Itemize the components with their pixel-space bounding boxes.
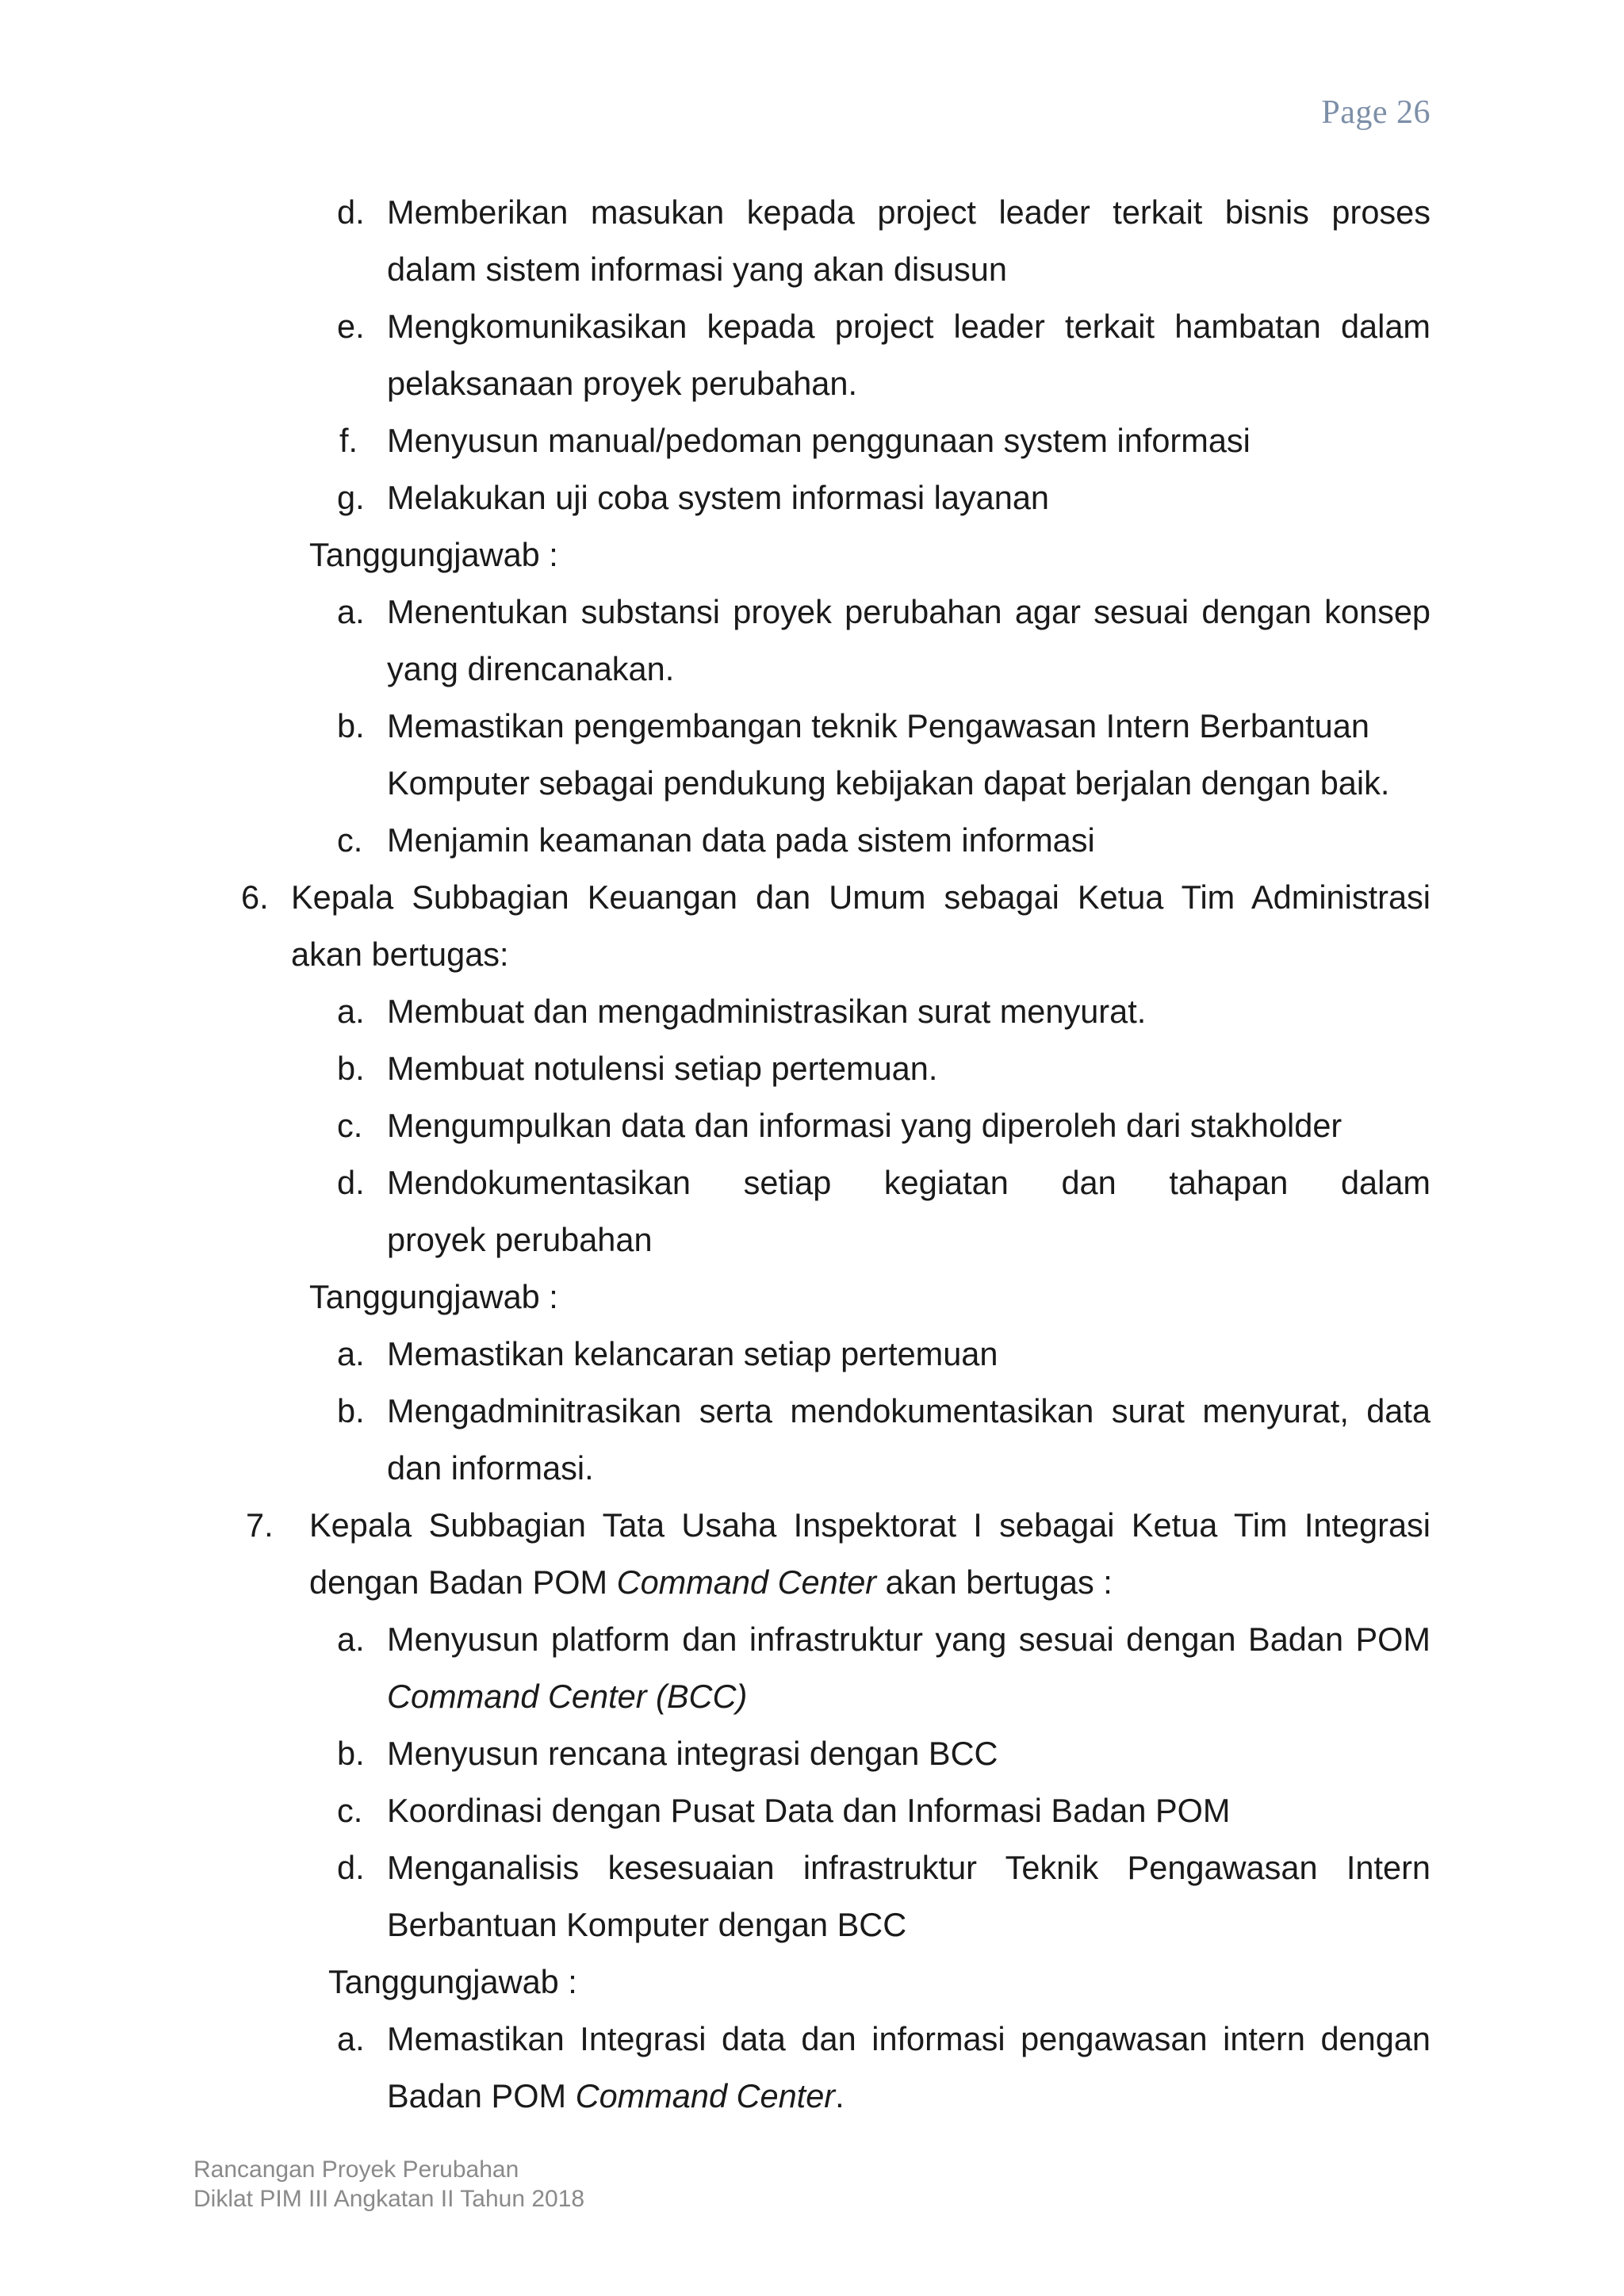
list-marker: f. [339,422,358,459]
list-marker: b. [337,1392,365,1429]
list-item-text: Memastikan pengembangan teknik Pengawasan Intern Berbantuan [387,707,1369,744]
list-marker: d. [337,193,365,231]
command-center-text: Command Center [616,1563,877,1601]
list-item-text: Menjamin keamanan data pada sistem informasi [387,821,1095,859]
list-item-text: yang direncanakan. [387,650,675,687]
list-marker: g. [337,479,365,516]
list-item-text: Berbantuan Komputer dengan BCC [387,1906,907,1943]
list-item-text: Menyusun platform dan infrastruktur yang sesuai dengan Badan POM [387,1621,1431,1658]
list-marker: c. [337,1792,363,1829]
list-item-text: Melakukan uji coba system informasi layanan [387,479,1050,516]
list-item-text: Memastikan Integrasi data dan informasi pengawasan intern dengan [387,2020,1431,2057]
responsibility-heading: Tanggungjawab : [328,1963,577,2000]
list-marker: c. [337,1107,363,1144]
section-heading: akan bertugas: [291,936,509,973]
list-item-text: Menentukan substansi proyek perubahan agar sesuai dengan konsep [387,593,1431,630]
list-marker: a. [337,1335,365,1372]
section-heading: dengan Badan POM Command Center akan bertugas : [309,1563,1113,1601]
list-item-text: proyek perubahan [387,1221,653,1258]
list-item-text: Mengumpulkan data dan informasi yang diperoleh dari stakholder [387,1107,1342,1144]
list-item-text: pelaksanaan proyek perubahan. [387,365,857,402]
list-item-text: Menganalisis kesesuaian infrastruktur Teknik Pengawasan Intern [387,1849,1431,1886]
section-number: 6. [241,878,269,916]
list-item-text: Mengkomunikasikan kepada project leader terkait hambatan dalam [387,308,1431,345]
list-item-text: Badan POM Command Center. [387,2077,845,2114]
list-item-text: Membuat notulensi setiap pertemuan. [387,1050,938,1087]
list-item-text: Memberikan masukan kepada project leader terkait bisnis proses [387,193,1431,231]
footer-subtitle: Diklat PIM III Angkatan II Tahun 2018 [193,2186,585,2212]
command-center-text: Command Center [575,2077,836,2114]
list-item-text: Membuat dan mengadministrasikan surat menyurat. [387,993,1147,1030]
list-marker: a. [337,993,365,1030]
list-marker: a. [337,1621,365,1658]
section-number: 7. [246,1506,274,1544]
list-item-text: Menyusun manual/pedoman penggunaan system informasi [387,422,1251,459]
list-item-text: Command Center (BCC) [387,1678,748,1715]
responsibility-heading: Tanggungjawab : [309,536,558,573]
section-heading: Kepala Subbagian Keuangan dan Umum sebagai Ketua Tim Administrasi [291,878,1431,916]
list-marker: c. [337,821,363,859]
page-number: Page 26 [1321,94,1431,131]
list-item-text: Menyusun rencana integrasi dengan BCC [387,1735,998,1772]
list-item-text: Komputer sebagai pendukung kebijakan dapat berjalan dengan baik. [387,764,1390,802]
list-marker: b. [337,707,365,744]
footer-title: Rancangan Proyek Perubahan [193,2156,519,2183]
list-marker: b. [337,1050,365,1087]
list-marker: a. [337,2020,365,2057]
list-marker: a. [337,593,365,630]
page-footer [193,2155,584,2214]
list-item-text: dalam sistem informasi yang akan disusun [387,251,1007,288]
list-marker: b. [337,1735,365,1772]
section-heading: Kepala Subbagian Tata Usaha Inspektorat I sebagai Ketua Tim Integrasi [309,1506,1431,1544]
list-item-text: Mendokumentasikan setiap kegiatan dan tahapan dalam [387,1164,1431,1201]
list-marker: e. [337,308,365,345]
list-item-text: Mengadminitrasikan serta mendokumentasikan surat menyurat, data [387,1392,1431,1429]
list-item-text: Koordinasi dengan Pusat Data dan Informasi Badan POM [387,1792,1231,1829]
list-marker: d. [337,1164,365,1201]
responsibility-heading: Tanggungjawab : [309,1278,558,1315]
list-item-text: Memastikan kelancaran setiap pertemuan [387,1335,998,1372]
list-item-text: dan informasi. [387,1449,594,1487]
list-marker: d. [337,1849,365,1886]
